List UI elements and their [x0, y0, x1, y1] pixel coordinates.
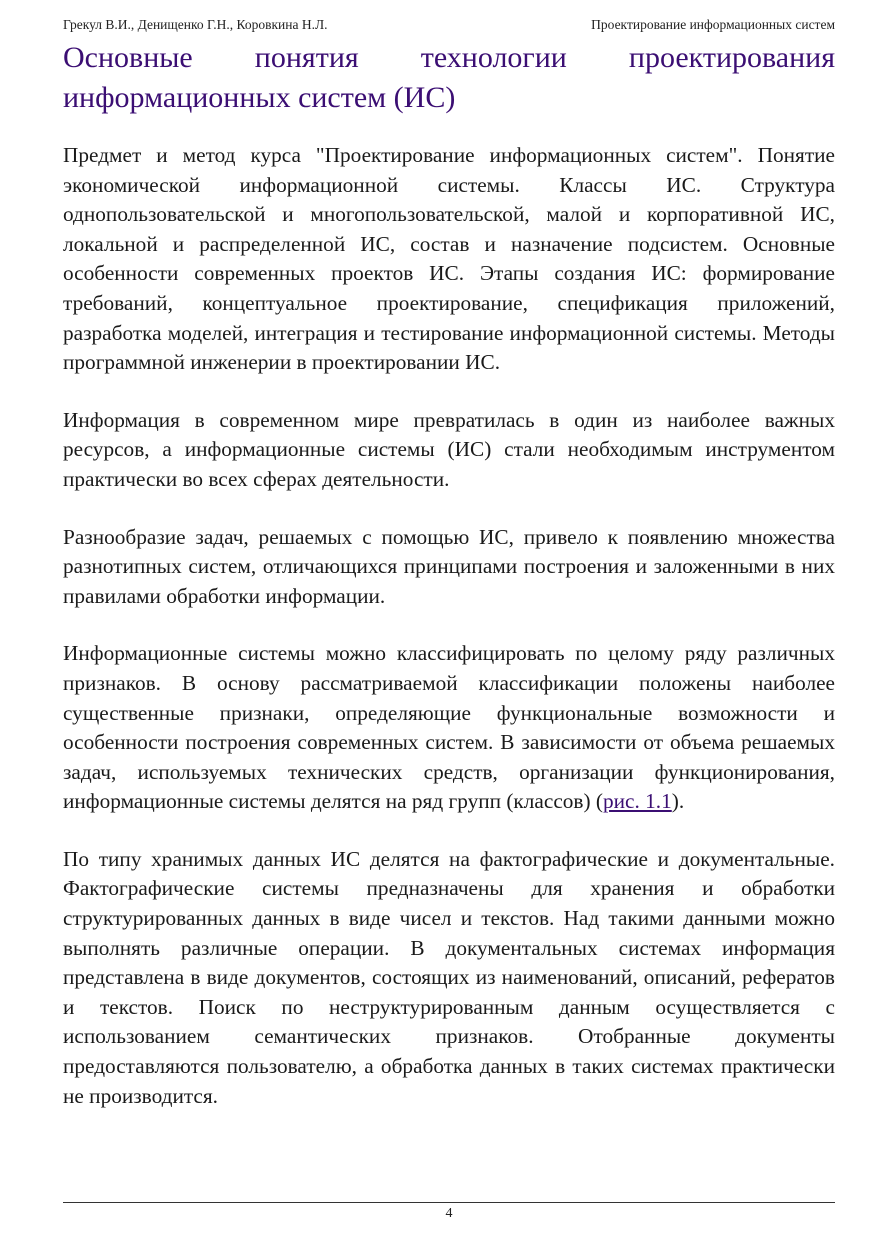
classification-text-after-link: ).: [671, 789, 685, 814]
paragraph-classification: [63, 639, 835, 817]
section-title: Основные понятия технологии проектирования информационных систем (ИС): [63, 41, 835, 114]
figure-1-1-link[interactable]: рис. 1.1: [602, 789, 672, 814]
paragraph-course-summary: Предмет и метод курса "Проектирование информационных систем". Понятие экономической информационной системы. Классы ИС. Структура однопользовательской и многопользовательской, малой и корпоративной ИС, локальной и распределенной ИС, состав и назначение подсистем. Основные особенности современных проектов ИС. Этапы создания ИС: формирование требований, концептуальное проектирование, спецификация приложений, разработка моделей, интеграция и тестирование информационной системы. Методы программной инженерии в проектировании ИС.: [63, 143, 835, 375]
running-header: [63, 17, 835, 35]
header-book-title: Проектирование информационных систем: [591, 17, 835, 32]
footer-divider: [63, 1202, 835, 1203]
document-page: [63, 0, 835, 1241]
classification-text-before-link: Информационные системы можно классифицировать по целому ряду различных признаков. В основу рассматриваемой классификации положены наиболее существенные признаки, определяющие функциональные возможности и особенности построения современных систем. В зависимости от объема решаемых задач, используемых технических средств, организации функционирования, информационные системы делятся на ряд групп (классов) (: [63, 641, 835, 814]
header-authors: Грекул В.И., Денищенко Г.Н., Коровкина Н.Л.: [63, 17, 328, 32]
paragraph-variety-of-tasks: Разнообразие задач, решаемых с помощью ИС, привело к появлению множества разнотипных систем, отличающихся принципами построения и заложенными в них правилами обработки информации.: [63, 524, 835, 608]
paragraph-information-resources: Информация в современном мире превратилась в один из наиболее важных ресурсов, а информационные системы (ИС) стали необходимым инструментом практически во всех сферах деятельности.: [63, 407, 835, 491]
body-text: [63, 141, 835, 1139]
page-number: 4: [445, 1206, 453, 1221]
paragraph-data-types: По типу хранимых данных ИС делятся на фактографические и документальные. Фактографические системы предназначены для хранения и обработки структурированных данных в виде чисел и текстов. Над такими данными можно выполнять различные операции. В документальных системах информация представлена в виде документов, состоящих из наименований, описаний, рефератов и текстов. Поиск по неструктурированным данным осуществляется с использованием семантических признаков. Отобранные документы предоставляются пользователю, а обработка данных в таких системах практически не производится.: [63, 846, 835, 1108]
